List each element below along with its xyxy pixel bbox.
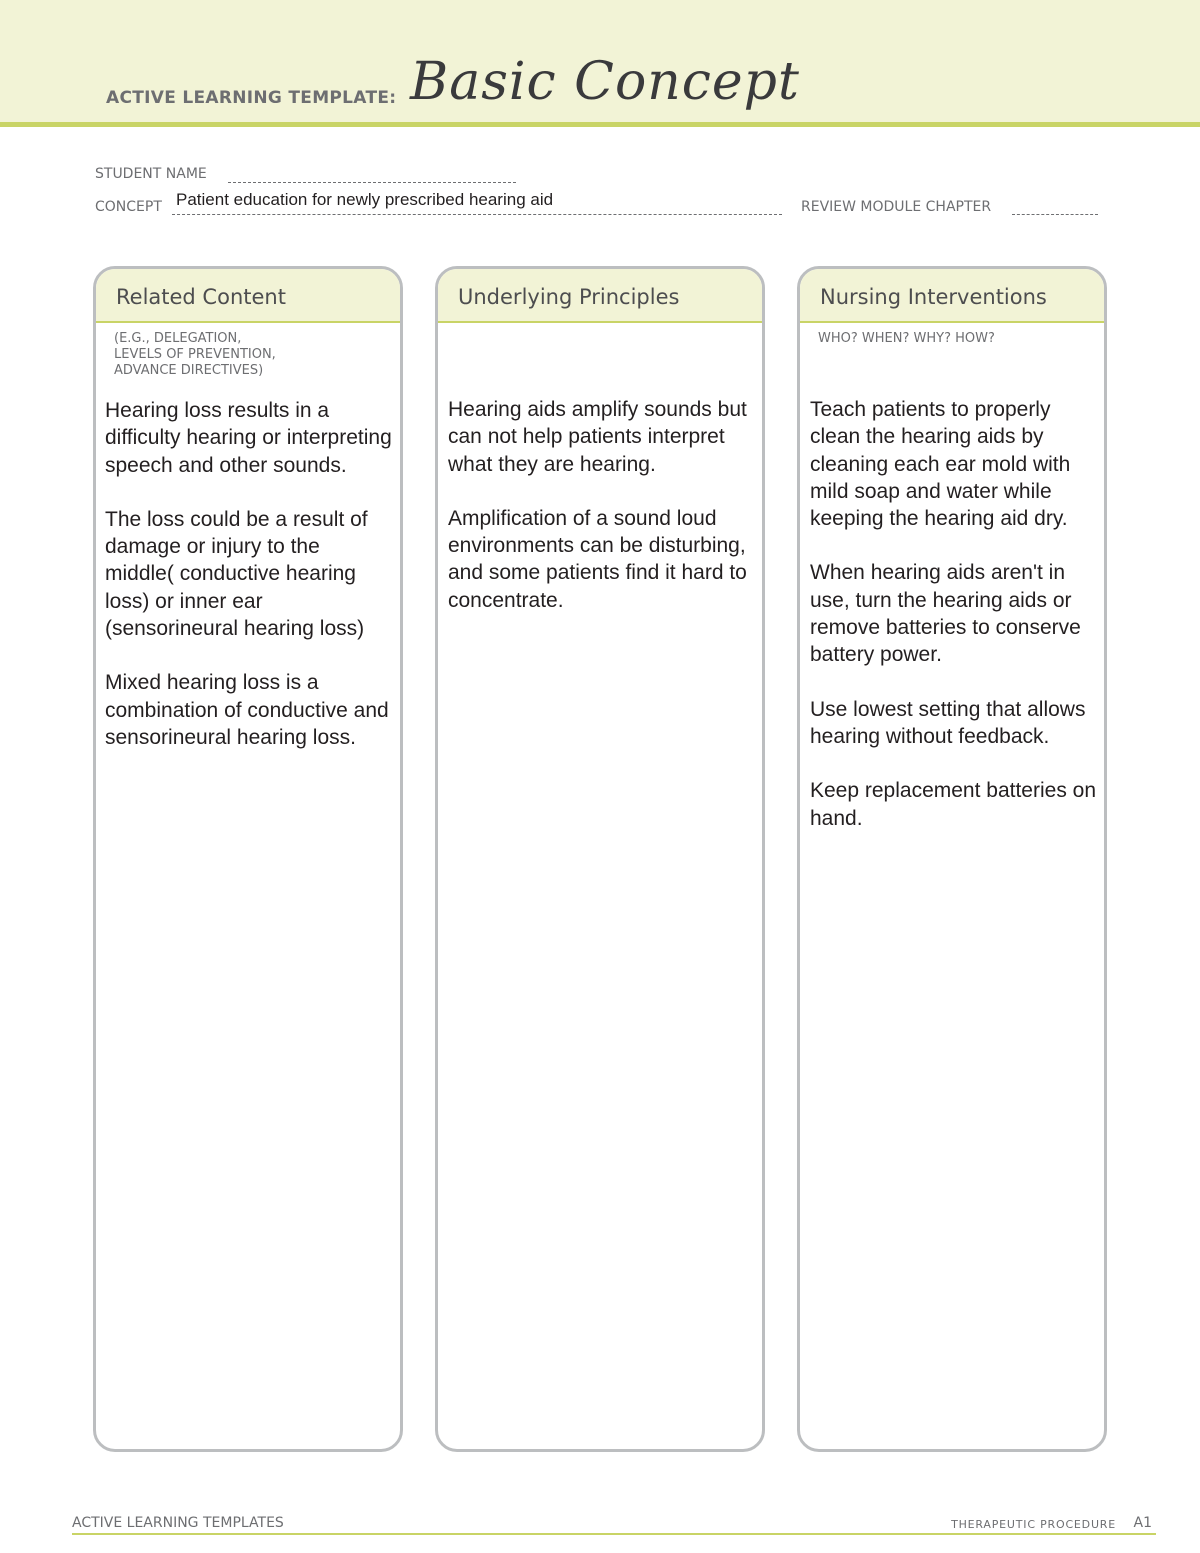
- related-paragraph: Hearing loss results in a difficulty hearing or interpreting speech and other sounds.: [105, 399, 392, 477]
- underlying-principles-title: Underlying Principles: [438, 269, 762, 323]
- underlying-principles-card: [435, 266, 765, 1452]
- review-module-field[interactable]: [1012, 214, 1098, 215]
- template-label: ACTIVE LEARNING TEMPLATE:: [106, 88, 397, 108]
- related-paragraph: The loss could be a result of damage or injury to the middle( conductive hearing loss) or inner ear (sensorineural hearing loss): [105, 507, 368, 641]
- page-number: A1: [1133, 1515, 1152, 1531]
- nursing-paragraph: Use lowest setting that allows hearing without feedback.: [810, 697, 1086, 748]
- related-paragraph: Mixed hearing loss is a combination of conductive and sensorineural hearing loss.: [105, 671, 389, 749]
- concept-label: CONCEPT: [95, 199, 162, 215]
- related-content-body[interactable]: [105, 397, 392, 778]
- page-title: Basic Concept: [410, 52, 800, 112]
- concept-field[interactable]: Patient education for newly prescribed hearing aid: [176, 190, 554, 209]
- nursing-paragraph: Teach patients to properly clean the hearing aids by cleaning each ear mold with mild soap and water while keeping the hearing aid dry.: [810, 398, 1071, 531]
- student-name-field[interactable]: [228, 182, 516, 183]
- related-content-card: [93, 266, 403, 1452]
- underlying-paragraph: Hearing aids amplify sounds but can not help patients interpret what they are hearing.: [448, 398, 747, 476]
- nursing-interventions-card: [797, 266, 1107, 1452]
- footer-rule: [72, 1533, 1156, 1535]
- review-module-label: REVIEW MODULE CHAPTER: [801, 199, 992, 215]
- student-name-label: STUDENT NAME: [95, 166, 207, 182]
- header-rule: [0, 122, 1200, 127]
- underlying-paragraph: Amplification of a sound loud environments can be disturbing, and some patients find it hard to concentrate.: [448, 506, 747, 612]
- nursing-interventions-title: Nursing Interventions: [800, 269, 1104, 323]
- nursing-interventions-body[interactable]: [810, 396, 1096, 859]
- related-content-subtitle: (E.G., DELEGATION, LEVELS OF PREVENTION, ADVANCE DIRECTIVES): [114, 331, 276, 378]
- footer-label: ACTIVE LEARNING TEMPLATES: [72, 1515, 284, 1531]
- nursing-paragraph: When hearing aids aren't in use, turn the hearing aids or remove batteries to conserve battery power.: [810, 561, 1081, 667]
- footer-section: THERAPEUTIC PROCEDURE: [951, 1518, 1116, 1531]
- nursing-paragraph: Keep replacement batteries on hand.: [810, 779, 1097, 830]
- concept-field-line: [172, 214, 782, 215]
- underlying-principles-body[interactable]: [448, 396, 754, 641]
- related-content-title: Related Content: [96, 269, 400, 323]
- nursing-interventions-subtitle: WHO? WHEN? WHY? HOW?: [818, 331, 995, 346]
